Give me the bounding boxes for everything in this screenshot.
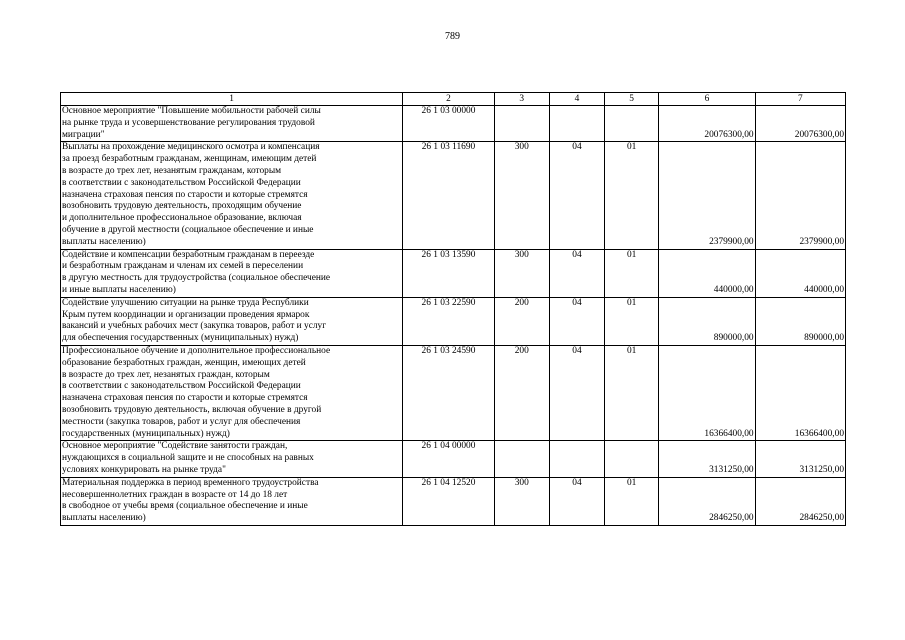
header-col-7: 7 [755,93,845,106]
page-number: 789 [445,31,460,42]
description-line: возобновить трудовую деятельность, включая обучение в другой [62,404,322,415]
description-line: Основное мероприятие "Содействие занятости граждан, [62,441,288,452]
row-amount-col7: 3131250,00 [755,441,845,477]
row-amount-col7: 16366400,00 [755,345,845,440]
row-code: 26 1 04 00000 [403,441,494,477]
row-subsection: 01 [605,477,659,525]
header-col-3: 3 [494,93,549,106]
description-line: вакансий и учебных рабочих мест (закупка товаров, работ и услуг [62,321,327,332]
row-amount-col6: 3131250,00 [659,441,755,477]
description-line: и иные выплаты населению) [62,284,176,295]
description-line: в соответствии с законодательством Российской Федерации [62,177,301,188]
row-expense-type [494,441,549,477]
description-line: за проезд безработным гражданам, женщинам, имеющим детей [62,154,317,165]
description-line: выплаты населению) [62,236,146,247]
row-description [61,297,403,345]
description-line: на рынке труда и усовершенствование регулирования трудовой [62,117,315,128]
row-code: 26 1 04 12520 [403,477,494,525]
row-expense-type: 200 [494,297,549,345]
description-line: образование безработных граждан, женщин, имеющих детей [62,357,306,368]
header-col-6: 6 [659,93,755,106]
row-amount-col7: 2379900,00 [755,142,845,249]
header-col-5: 5 [605,93,659,106]
row-code: 26 1 03 13590 [403,249,494,297]
header-row [61,93,846,106]
description-line: в возрасте до трех лет, незанятых граждан, которым [62,369,270,380]
row-amount-col6: 440000,00 [659,249,755,297]
row-subsection: 01 [605,297,659,345]
description-line: и дополнительное профессиональное образование, включая [62,213,302,224]
table-body [61,106,846,526]
row-subsection [605,441,659,477]
row-amount-col7: 440000,00 [755,249,845,297]
description-line: в другую местность для трудоустройства (социальное обеспечение [62,273,331,284]
row-subsection: 01 [605,142,659,249]
table-row [61,477,846,525]
description-line: назначена страховая пенсия по старости и которые стремятся [62,393,308,404]
budget-table [60,92,846,526]
row-expense-type: 300 [494,477,549,525]
row-code: 26 1 03 22590 [403,297,494,345]
table-row [61,249,846,297]
description-line: Выплаты на прохождение медицинского осмотра и компенсация [62,142,320,153]
description-line: в свободное от учебы время (социальное обеспечение и иные [62,501,308,512]
description-line: в возрасте до трех лет, незанятым гражданам, которым [62,165,282,176]
row-section: 04 [549,249,604,297]
description-line: Материальная поддержка в период временного трудоустройства [62,477,319,488]
description-line: обучение в другой местности (социальное обеспечение и иные [62,224,314,235]
row-code: 26 1 03 11690 [403,142,494,249]
row-description [61,249,403,297]
row-code: 26 1 03 00000 [403,106,494,142]
description-line: Содействие улучшению ситуации на рынке труда Республики [62,297,309,308]
description-line: Основное мероприятие "Повышение мобильности рабочей силы [62,106,321,116]
row-amount-col6: 2846250,00 [659,477,755,525]
table-row [61,345,846,440]
row-expense-type: 300 [494,142,549,249]
row-description [61,106,403,142]
row-section: 04 [549,142,604,249]
row-amount-col6: 890000,00 [659,297,755,345]
description-line: назначена страховая пенсия по старости и которые стремятся [62,189,308,200]
description-line: Содействие и компенсации безработным гражданам в переезде [62,249,315,260]
description-line: для обеспечения государственных (муниципальных) нужд) [62,333,299,344]
row-section: 04 [549,345,604,440]
row-expense-type: 300 [494,249,549,297]
description-line: выплаты населению) [62,513,146,524]
row-description [61,477,403,525]
row-amount-col6: 16366400,00 [659,345,755,440]
row-amount-col7: 890000,00 [755,297,845,345]
row-subsection: 01 [605,345,659,440]
table-row [61,441,846,477]
description-line: нуждающихся в социальной защите и не способных на равных [62,453,314,464]
description-line: Профессиональное обучение и дополнительное профессиональное [62,345,331,356]
description-line: условиях конкурировать на рынке труда" [62,464,226,475]
description-line: миграции" [62,129,105,140]
header-col-4: 4 [549,93,604,106]
header-col-1: 1 [61,93,403,106]
row-description [61,142,403,249]
header-col-2: 2 [403,93,494,106]
row-expense-type: 200 [494,345,549,440]
table-row [61,106,846,142]
row-expense-type [494,106,549,142]
row-subsection: 01 [605,249,659,297]
row-description [61,441,403,477]
row-section [549,106,604,142]
row-subsection [605,106,659,142]
row-description [61,345,403,440]
table-row [61,297,846,345]
description-line: несовершеннолетних граждан в возрасте от 14 до 18 лет [62,489,288,500]
row-code: 26 1 03 24590 [403,345,494,440]
description-line: местности (закупка товаров, работ и услуг для обеспечения [62,416,301,427]
row-section: 04 [549,477,604,525]
description-line: Крым путем координации и организации проведения ярмарок [62,309,310,320]
table-row [61,142,846,249]
row-amount-col7: 20076300,00 [755,106,845,142]
row-amount-col7: 2846250,00 [755,477,845,525]
row-section: 04 [549,297,604,345]
row-section [549,441,604,477]
description-line: государственных (муниципальных) нужд) [62,428,230,439]
row-amount-col6: 2379900,00 [659,142,755,249]
description-line: в соответствии с законодательством Российской Федерации [62,381,301,392]
description-line: возобновить трудовую деятельность, проходящим обучение [62,201,302,212]
row-amount-col6: 20076300,00 [659,106,755,142]
description-line: и безработным гражданам и членам их семей в переселении [62,261,304,272]
